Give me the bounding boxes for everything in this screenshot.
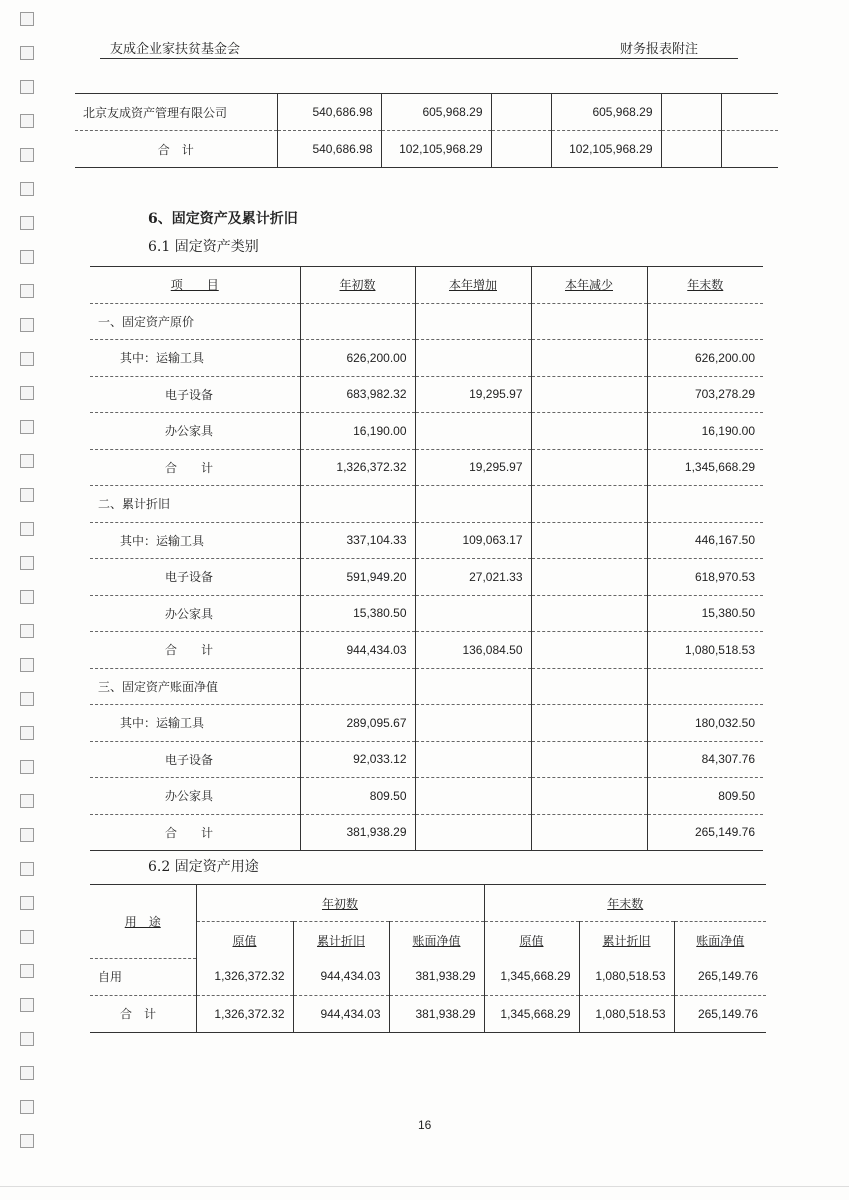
table-row [90, 632, 763, 669]
table-cell: 289,095.67 [300, 705, 415, 742]
binding-hole [20, 284, 34, 298]
row-label: 合 计 [90, 449, 300, 486]
table-cell: 1,345,668.29 [647, 449, 763, 486]
table-row [90, 413, 763, 450]
table-header-row [90, 267, 763, 304]
table-cell [661, 94, 721, 131]
binding-hole [20, 454, 34, 468]
row-label: 三、固定资产账面净值 [90, 668, 300, 705]
table-row [90, 668, 763, 705]
table-cell [661, 131, 721, 168]
binding-hole [20, 352, 34, 366]
table-cell: 540,686.98 [277, 131, 381, 168]
binding-hole [20, 1134, 34, 1148]
table-cell: 265,149.76 [674, 958, 766, 995]
row-label: 合 计 [90, 632, 300, 669]
table-cell: 92,033.12 [300, 741, 415, 778]
table-row [90, 340, 763, 377]
binding-hole [20, 1032, 34, 1046]
column-header: 项 目 [170, 278, 219, 293]
table-cell: 605,968.29 [381, 94, 491, 131]
row-label: 办公家具 [90, 413, 300, 450]
table-cell: 102,105,968.29 [551, 131, 661, 168]
table-cell: 944,434.03 [300, 632, 415, 669]
table-cell [531, 668, 647, 705]
group-header-ending: 年末数 [607, 896, 644, 911]
section-6-2-title: 6.2 固定资产用途 [148, 859, 259, 875]
row-label: 电子设备 [90, 559, 300, 596]
table-cell [531, 486, 647, 523]
row-label: 其中：运输工具 [90, 522, 300, 559]
table-cell: 626,200.00 [300, 340, 415, 377]
binding-hole [20, 794, 34, 808]
table-cell: 1,345,668.29 [484, 958, 579, 995]
column-header: 累计折旧 [316, 933, 365, 948]
table-cell [531, 303, 647, 340]
table-cell [415, 595, 531, 632]
row-label: 办公家具 [90, 595, 300, 632]
table-cell: 16,190.00 [300, 413, 415, 450]
row-label: 一、固定资产原价 [90, 303, 300, 340]
table-cell: 265,149.76 [647, 814, 763, 851]
table-cell [531, 449, 647, 486]
row-label: 办公家具 [90, 778, 300, 815]
table-cell [491, 94, 551, 131]
binding-margin [14, 0, 38, 1200]
table-row [75, 131, 778, 168]
table-cell: 84,307.76 [647, 741, 763, 778]
table-cell [721, 94, 778, 131]
table-cell: 944,434.03 [293, 958, 389, 995]
table-cell [415, 303, 531, 340]
binding-hole [20, 828, 34, 842]
column-header: 原值 [232, 933, 257, 948]
table-cell: 809.50 [300, 778, 415, 815]
table-cell: 102,105,968.29 [381, 131, 491, 168]
row-label: 电子设备 [90, 376, 300, 413]
binding-hole [20, 114, 34, 128]
table-row [90, 958, 766, 995]
binding-hole [20, 386, 34, 400]
long-term-investment-table-continuation [75, 93, 778, 168]
fixed-asset-usage-table [90, 884, 766, 1033]
binding-hole [20, 896, 34, 910]
header-divider [100, 58, 738, 59]
binding-hole [20, 692, 34, 706]
table-row [90, 303, 763, 340]
binding-hole [20, 216, 34, 230]
table-cell: 1,080,518.53 [579, 958, 674, 995]
table-cell: 109,063.17 [415, 522, 531, 559]
table-cell [415, 413, 531, 450]
table-cell: 683,982.32 [300, 376, 415, 413]
binding-hole [20, 998, 34, 1012]
binding-hole [20, 964, 34, 978]
row-label: 自用 [90, 958, 196, 995]
table-row [90, 595, 763, 632]
column-header: 账面净值 [412, 933, 461, 948]
table-cell: 合 计 [157, 142, 194, 157]
table-cell: 北京友成资产管理有限公司 [75, 94, 277, 131]
table-cell: 1,326,372.32 [196, 995, 293, 1032]
binding-hole [20, 182, 34, 196]
table-cell: 809.50 [647, 778, 763, 815]
table-row [90, 778, 763, 815]
column-header: 本年减少 [564, 278, 613, 293]
table-cell: 19,295.97 [415, 376, 531, 413]
table-row [75, 94, 778, 131]
table-cell: 19,295.97 [415, 449, 531, 486]
table-cell: 618,970.53 [647, 559, 763, 596]
table-cell [531, 413, 647, 450]
row-label: 其中：运输工具 [90, 705, 300, 742]
table-row [90, 522, 763, 559]
table-cell: 337,104.33 [300, 522, 415, 559]
table-cell [647, 486, 763, 523]
table-cell: 1,080,518.53 [647, 632, 763, 669]
table-row [90, 814, 763, 851]
table-cell: 1,080,518.53 [579, 995, 674, 1032]
binding-hole [20, 80, 34, 94]
table-cell: 626,200.00 [647, 340, 763, 377]
table-cell [491, 131, 551, 168]
page-bottom-edge [0, 1186, 849, 1187]
table-row [90, 559, 763, 596]
table-cell: 27,021.33 [415, 559, 531, 596]
binding-hole [20, 148, 34, 162]
table-cell [531, 741, 647, 778]
table-row [90, 486, 763, 523]
table-cell: 591,949.20 [300, 559, 415, 596]
binding-hole [20, 1100, 34, 1114]
table-cell: 265,149.76 [674, 995, 766, 1032]
row-label: 其中：运输工具 [90, 340, 300, 377]
binding-hole [20, 46, 34, 60]
binding-hole [20, 12, 34, 26]
binding-hole [20, 522, 34, 536]
row-label: 合 计 [120, 1007, 157, 1021]
binding-hole [20, 1066, 34, 1080]
table-cell: 446,167.50 [647, 522, 763, 559]
table-cell: 16,190.00 [647, 413, 763, 450]
binding-hole [20, 658, 34, 672]
table-cell [415, 705, 531, 742]
binding-hole [20, 590, 34, 604]
binding-hole [20, 488, 34, 502]
table-cell [531, 705, 647, 742]
table-cell [415, 741, 531, 778]
table-row [90, 449, 763, 486]
table-cell: 136,084.50 [415, 632, 531, 669]
table-cell [300, 486, 415, 523]
table-cell [531, 522, 647, 559]
table-cell [415, 814, 531, 851]
table-cell: 381,938.29 [389, 995, 484, 1032]
table-cell [300, 668, 415, 705]
table-row [90, 995, 766, 1032]
column-header: 本年增加 [448, 278, 497, 293]
table-cell [415, 668, 531, 705]
row-label: 电子设备 [90, 741, 300, 778]
binding-hole [20, 862, 34, 876]
table-cell [647, 303, 763, 340]
column-header: 年末数 [687, 278, 724, 293]
row-label: 合 计 [165, 825, 214, 840]
table-cell [415, 778, 531, 815]
column-header: 年初数 [339, 278, 376, 293]
table-header-row [90, 885, 766, 922]
binding-hole [20, 556, 34, 570]
table-cell: 180,032.50 [647, 705, 763, 742]
binding-hole [20, 726, 34, 740]
table-cell: 1,326,372.32 [196, 958, 293, 995]
table-row [90, 741, 763, 778]
table-cell: 605,968.29 [551, 94, 661, 131]
binding-hole [20, 420, 34, 434]
table-cell [647, 668, 763, 705]
table-cell: 381,938.29 [389, 958, 484, 995]
table-cell [531, 814, 647, 851]
table-cell [531, 632, 647, 669]
table-cell [415, 340, 531, 377]
fixed-asset-category-table [90, 266, 763, 851]
page-number: 16 [418, 1118, 432, 1132]
table-cell: 1,345,668.29 [484, 995, 579, 1032]
binding-hole [20, 930, 34, 944]
table-cell [531, 778, 647, 815]
binding-hole [20, 624, 34, 638]
table-cell [300, 303, 415, 340]
section-6-title: 6、固定资产及累计折旧 [148, 211, 298, 227]
table-cell: 15,380.50 [647, 595, 763, 632]
table-cell: 1,326,372.32 [300, 449, 415, 486]
table-cell [721, 131, 778, 168]
table-cell: 703,278.29 [647, 376, 763, 413]
binding-hole [20, 250, 34, 264]
table-row [90, 376, 763, 413]
table-cell: 381,938.29 [300, 814, 415, 851]
table-cell [531, 340, 647, 377]
table-row [90, 705, 763, 742]
table-cell [531, 595, 647, 632]
row-label: 二、累计折旧 [90, 486, 300, 523]
table-cell: 944,434.03 [293, 995, 389, 1032]
table-cell [531, 559, 647, 596]
table-cell [531, 376, 647, 413]
table-cell: 15,380.50 [300, 595, 415, 632]
column-header: 原值 [519, 933, 544, 948]
column-header-use: 用 途 [124, 914, 161, 929]
group-header-beginning: 年初数 [321, 896, 358, 911]
section-6-1-title: 6.1 固定资产类别 [148, 239, 259, 255]
header-doc-title: 财务报表附注 [620, 42, 699, 57]
header-org: 友成企业家扶贫基金会 [110, 42, 241, 57]
table-cell: 540,686.98 [277, 94, 381, 131]
column-header: 累计折旧 [602, 933, 651, 948]
binding-hole [20, 760, 34, 774]
table-cell [415, 486, 531, 523]
column-header: 账面净值 [696, 933, 745, 948]
binding-hole [20, 318, 34, 332]
